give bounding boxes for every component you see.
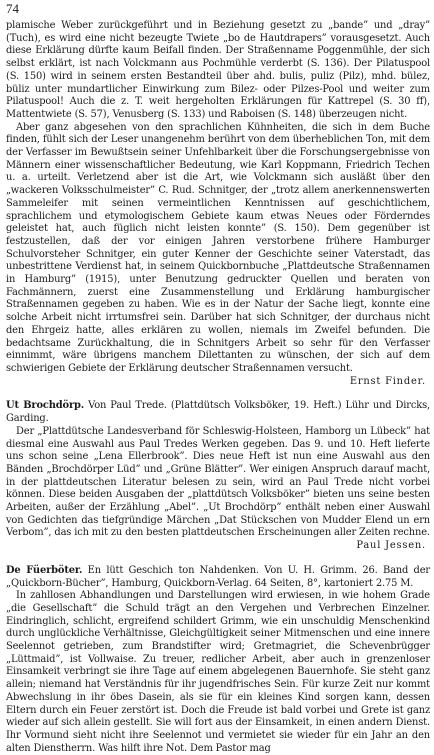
review-bibliography-brochdoerp: Von Paul Trede. (Plattdütsch Volksböker, 19. Heft.) Lühr und Dircks, Garding. — [6, 400, 430, 425]
review-heading-fuerboeter — [6, 565, 430, 590]
review-finder-paragraph-1: plamische Weber zurückgeführt und in Beziehung gesetzt zu „bande” und „dray” (Tuch), es wird eine nicht bezeugte Twiete „bo de Hautdrapers” vorausgesetzt. Auch diese Erklärung dürfte kaum Beifall finden. Der Straßenname Poggenmühle, der sich selbst erklärt, ist nach Volckmann aus Pochmühle verderbt (S. 136). Der Pilatuspool (S. 150) wird in seinem ersten Bestandteil über ahd. bulis, puliz (Pilz), mhd. bülez, büliz unter mundartlicher Einwirkung zum Bilez- oder Pilzes-Pool und weiter zum Pilatuspool! Auch die z. T. weit hergeholten Erklärungen für Kattrepel (S. 30 ff), Mattentwiete (S. 57), Venusberg (S. 133) und Raboisen (S. 148) überzeugen nicht. — [6, 20, 430, 120]
review-finder-paragraph-2: Aber ganz abgesehen von den sprachlichen Kühnheiten, die sich in dem Buche finden, fühlt sich der Leser unangenehm berührt von dem überheblichen Ton, mit dem der Verfasser im Bewußtsein seiner Unfehlbarkeit über die Forschungsergebnisse von Männern einer wissenschaftlicher Bedeutung, wie Karl Koppmann, Friedrich Techen u. a. urteilt. Verletzend aber ist die Art, wie Volckmann sich ausläßt über den „wackeren Volksschulmeister” C. Rud. Schnitger, der „trotz allem anerkennenswerten Sammeleifer mit seinen vermeintlichen Kenntnissen auf geschichtlichem, sprachlichem und etymologischem Gebiete kaum etwas Neues oder Förderndes geleistet hat, auch füglich nicht leisten konnte” (S. 150). Dem gegenüber ist festzustellen, daß der vor einigen Jahren verstorbene frühere Hamburger Schulvorsteher Schnitger, ein guter Kenner der Geschichte seiner Vaterstadt, das unbestrittene Verdienst hat, in seinem Quickbornbuche „Plattdeutsche Straßennamen in Hamburg” (1915), unter Benutzung gedruckter Quellen und beraten von Fachmännern, zuerst eine Zusammenstellung und Erklärung hamburgischer Straßennamen gegeben zu haben. Wie es in der Natur der Sache liegt, konnte eine solche Arbeit nicht irrtumsfrei sein. Darüber hat sich Schnitger, der durchaus nicht den Ehrgeiz hatte, alles erklären zu wollen, niemals im Zweifel befunden. Die bedachtsame Zurückhaltung, die in Schnitgers Arbeit so sehr für den Verfasser einnimmt, wäre übrigens manchem Dilettanten zu wünschen, der sich auf dem schwierigen Gebiete der Erklärung deutscher Straßennamen versucht. — [6, 121, 430, 374]
review-heading-brochdoerp — [6, 400, 430, 425]
review-brochdoerp-paragraph: Der „Plattdütsche Landesverband för Schleswig-Holsteen, Hamborg un Lübeck” hat diesmal eine Auswahl aus Paul Tredes Werken gegeben. Das 9. und 10. Heft lieferte uns schon seine „Lena Ellerbrook”. Dies neue Heft ist nun eine Auswahl aus den Bänden „Brochdörper Lüd” und „Grüne Blätter”. Wer einigen Anspruch darauf macht, in der plattdeutschen Literatur belesen zu sein, wird an Paul Trede nicht vorbei können. Diese beiden Ausgaben der „plattdütsch Volksböker” bieten uns seine besten Arbeiten, außer der Erzählung „Abel”. „Ut Brochdörp” enthält neben einer Auswahl von Gedichten das tiefgründige Märchen „Dat Stückschen von Mudder Elend un ern Verbom”, das ich mit zu den besten plattdeutschen Erscheinungen aller Zeiten rechne. — [6, 425, 430, 539]
page-number: 74 — [6, 1, 19, 16]
review-fuerboeter-paragraph: In zahllosen Abhandlungen und Darstellungen wird erwiesen, in wie hohem Grade „die Gesellschaft” die Schuld trägt an den Vergehen und Verbrechen Einzelner. Eindringlich, schlicht, ergreifend schildert Grimm, wie ein unschuldig Menschenkind durch unglückliche Verhältnisse, Gleichgültigkeit seiner Mitmenschen und eine innere Seelennot getrieben, zum Brandstifter wird; Gretmagriet, die Schevenbrügger „Lüttmaid”, ist Vollwaise. Zu treuer, redlicher Arbeit, aber auch in grenzenloser Einsamkeit verbringt sie ihre Tage auf einem abgelegenen Bauernhofe. Sie steht ganz allein; niemand hat Verständnis für ihr jugendfrisches Sein. Für kurze Zeit nur kommt Abwechslung in ihr öbes Dasein, als sie für ein kleines Kind sorgen kann, dessen Eltern durch ein Feuer zerstört ist. Doch die Freude ist bald vorbei und Grete ist ganz wieder auf sich allein gestellt. Sie will fort aus der Einsamkeit, in einen andern Dienst. Ihr Vormund sieht nicht ihre Seelennot und vermietet sie wieder für ein Jahr an den alten Dienstherrn. Was hilft ihre Not. Dem Pastor mag — [6, 590, 430, 754]
review-title-fuerboeter: De Füerböter. — [6, 564, 83, 576]
review-bibliography-fuerboeter: En lütt Geschich ton Nahdenken. Von U. H. Grimm. 26. Band der „Quickborn-Bücher”, Hamburg, Quickborn-Verlag. 64 Seiten, 8°, kartoniert 2.75 M. — [6, 564, 430, 589]
review-title-brochdoerp: Ut Brochdörp. — [6, 400, 85, 412]
signature-jessen: Paul Jessen. — [356, 540, 426, 552]
signature-finder: Ernst Finder. — [349, 375, 426, 387]
text-column — [6, 20, 430, 755]
